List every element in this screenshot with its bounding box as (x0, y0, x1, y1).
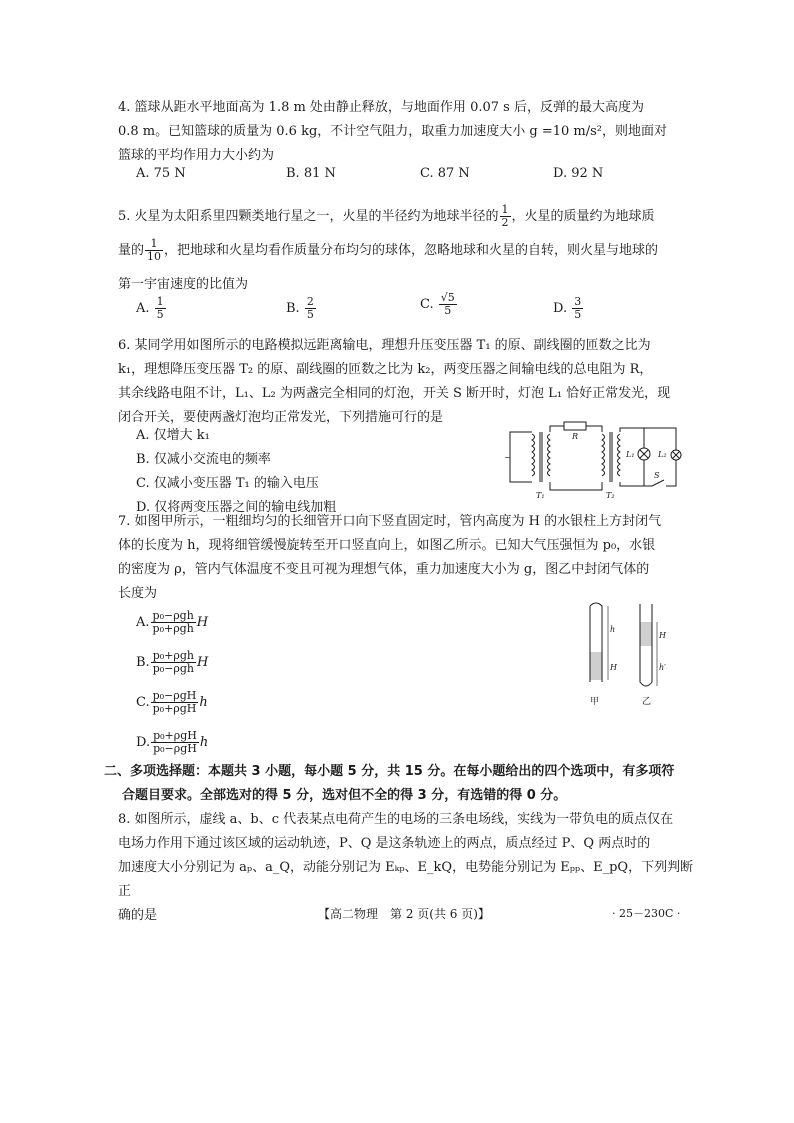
q8-line2: 电场力作用下通过该区域的运动轨迹，P、Q 是这条轨迹上的两点，质点经过 P、Q 两点时的 (118, 836, 651, 851)
yi-label: 乙 (642, 697, 652, 707)
t1-secondary-coil (548, 434, 551, 476)
switch-s (652, 480, 664, 486)
circuit-diagram (502, 420, 682, 500)
question-7 (118, 510, 698, 606)
q5-option-d: D. $\frac{3}{5}$ (553, 295, 582, 321)
l2-label: L₂ (658, 450, 667, 459)
fraction-half: $\frac{1}{2}$ (501, 203, 509, 229)
tube-diagram (578, 600, 678, 710)
q8-line3: 加速度大小分别记为 aₚ、a_Q，动能分别记为 Eₖₚ、E_kQ，电势能分别记为 Eₚₚ、E_pQ，下列判断正 (118, 860, 694, 899)
yi-h-prime-label: h′ (659, 663, 666, 672)
q5-option-a: A. $\frac{1}{5}$ (136, 295, 164, 321)
section-multiple-choice (104, 760, 694, 808)
q5-option-c: C. $\frac{√5}{5}$ (420, 291, 455, 317)
section2-line1: 二、多项选择题：本题共 3 小题，每小题 5 分，共 15 分。在每小题给出的四个选项中，有多项符 (104, 764, 675, 779)
t2-primary-coil (602, 434, 605, 476)
t1-primary-coil (532, 434, 535, 476)
q8-line4: 确的是 (118, 908, 158, 923)
q4-option-b: B. 81 N (286, 166, 336, 181)
q7-option-a: A. $\frac{\text{p₀−ρgh}}{\text{p₀+ρgh}}$ H (136, 609, 209, 635)
q5-line3: 第一宇宙速度的比值为 (118, 277, 249, 292)
q6-line1: 6. 某同学用如图所示的电路模拟远距离输电，理想升压变压器 T₁ 的原、副线圈的匝数之比为 (118, 338, 651, 353)
mercury-yi (641, 622, 652, 646)
q5-line2 (118, 234, 698, 268)
q8-line1: 8. 如图所示，虚线 a、b、c 代表某点电荷产生的电场的三条电场线，实线为一带负电的质点仅在 (118, 812, 674, 827)
q6-option-c: C. 仅减小变压器 T₁ 的输入电压 (136, 476, 319, 491)
switch-label: S (654, 471, 660, 480)
q7-option-b: B. $\frac{\text{p₀+ρgh}}{\text{p₀−ρgh}}$ H (136, 649, 209, 675)
source-symbol: ~ (504, 453, 511, 462)
q5-option-b: B. $\frac{2}{5}$ (286, 295, 314, 321)
t2-secondary-coil (618, 434, 621, 476)
q6-option-b: B. 仅减小交流电的频率 (136, 452, 271, 467)
l1-label: L₁ (626, 450, 635, 459)
yi-H-label: H (659, 631, 666, 640)
q7-line3: 的密度为 ρ，管内气体温度不变且可视为理想气体，重力加速度大小为 g，图乙中封闭气体的 (118, 562, 650, 577)
q7-option-c: C. $\frac{\text{p₀−ρgH}}{\text{p₀+ρgH}}$ h (136, 689, 208, 715)
q7-line2: 体的长度为 h，现将细管缓慢旋转至开口竖直向上，如图乙所示。已知大气压强恒为 p₀，水银 (118, 538, 656, 553)
footer-code: · 25－230C · (612, 907, 681, 920)
q7-line1: 7. 如图甲所示，一粗细均匀的长细管开口向下竖直固定时，管内高度为 H 的水银柱上方封闭气 (118, 514, 662, 529)
q5-line1b: ，火星的质量约为地球质 (511, 209, 655, 224)
jia-h-label: h (610, 625, 616, 634)
jia-label: 甲 (590, 697, 600, 707)
q7-line4: 长度为 (118, 586, 158, 601)
q4-option-c: C. 87 N (420, 166, 470, 181)
q6-line4: 闭合开关，要使两盏灯泡均正常发光，下列措施可行的是 (118, 410, 444, 425)
q5-line2b: ，把地球和火星均看作质量分布均匀的球体，忽略地球和火星的自转，则火星与地球的 (164, 243, 659, 258)
q6-line2: k₁，理想降压变压器 T₂ 的原、副线圈的匝数之比为 k₂，两变压器之间输电线的总电阻为 R， (118, 362, 653, 377)
question-6 (118, 334, 698, 430)
q5-line1a: 5. 火星为太阳系里四颗类地行星之一，火星的半径约为地球半径的 (118, 209, 499, 224)
q4-line2: 0.8 m。已知篮球的质量为 0.6 kg，不计空气阻力，取重力加速度大小 g =10 m/s²，则地面对 (118, 124, 668, 139)
footer-page-info: 【高二物理 第 2 页(共 6 页)】 (318, 907, 490, 921)
q6-option-d: D. 仅将两变压器之间的输电线加粗 (136, 500, 337, 515)
q4-option-a: A. 75 N (136, 166, 186, 181)
mercury-jia (591, 652, 602, 680)
q6-line3: 其余线路电阻不计，L₁、L₂ 为两盏完全相同的灯泡，开关 S 断开时，灯泡 L₁ 恰好正常发光，现 (118, 386, 671, 401)
q6-option-a: A. 仅增大 k₁ (136, 428, 210, 443)
q4-option-d: D. 92 N (553, 166, 604, 181)
section2-line2: 合题目要求。全部选对的得 5 分，选对但不全的得 3 分，有选错的得 0 分。 (122, 788, 567, 803)
question-4 (118, 96, 698, 168)
t1-label: T₁ (536, 491, 545, 500)
t2-label: T₂ (606, 491, 615, 500)
q5-line1 (118, 200, 698, 234)
fraction-tenth: $\frac{1}{10}$ (147, 237, 162, 263)
source-wire (510, 432, 532, 482)
resistor-r (564, 422, 586, 430)
q7-option-d: D. $\frac{\text{p₀+ρgH}}{\text{p₀−ρgH}}$ h (136, 729, 209, 755)
question-5 (118, 200, 698, 302)
q5-line2a: 量的 (118, 243, 145, 258)
q4-line1: 4. 篮球从距水平地面高为 1.8 m 处由静止释放，与地面作用 0.07 s 后，反弹的最大高度为 (118, 100, 644, 115)
q4-line3: 篮球的平均作用力大小约为 (118, 148, 275, 163)
jia-H-label: H (610, 663, 617, 672)
resistor-label: R (572, 432, 579, 441)
